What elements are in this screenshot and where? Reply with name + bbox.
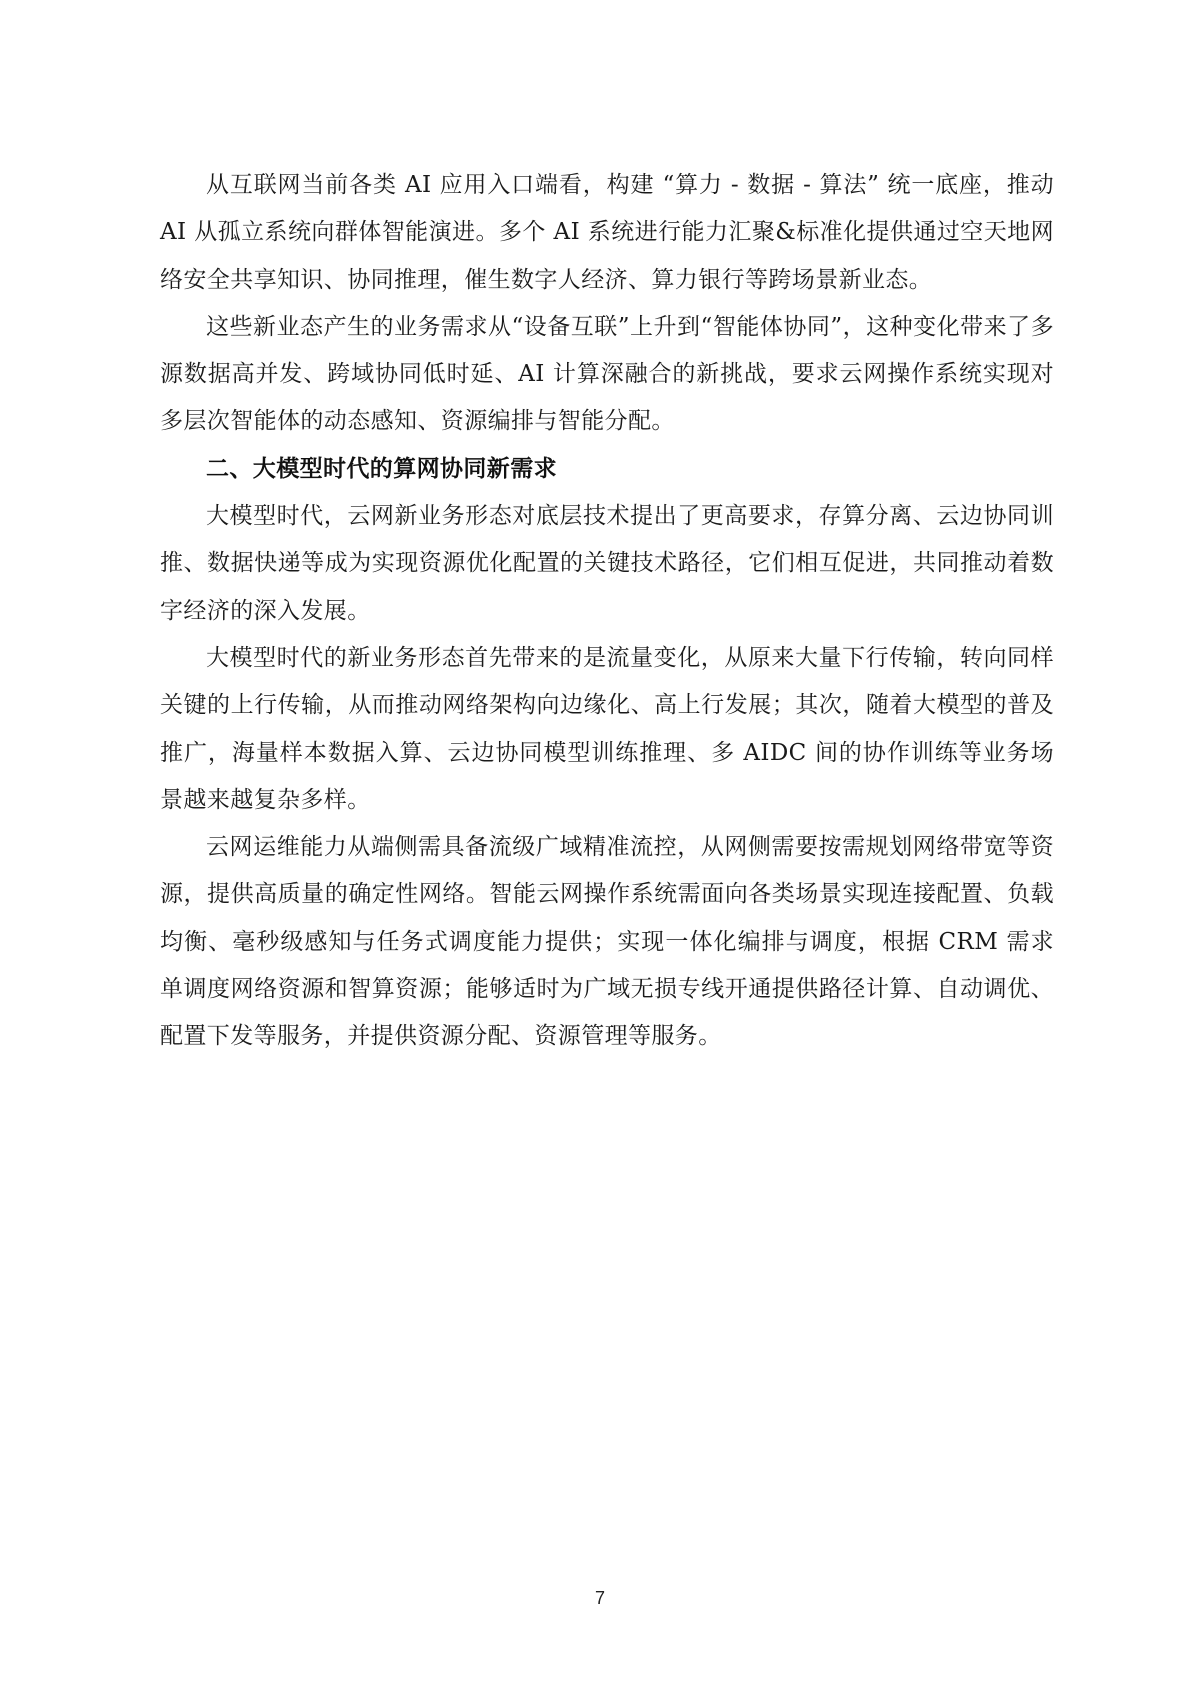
page-number: 7 xyxy=(594,1588,605,1608)
paragraph-new-business-demands: 这些新业态产生的业务需求从“设备互联”上升到“智能体协同”，这种变化带来了多源数据高并发、跨域协同低时延、AI 计算深融合的新挑战，要求云网操作系统实现对多层次智能体的动态感知、资源编排与智能分配。 xyxy=(160,313,1054,435)
paragraph-large-model-era: 大模型时代，云网新业务形态对底层技术提出了更高要求，存算分离、云边协同训推、数据快递等成为实现资源优化配置的关键技术路径，它们相互促进，共同推动着数字经济的深入发展。 xyxy=(160,503,1054,624)
paragraph-traffic-change: 大模型时代的新业务形态首先带来的是流量变化，从原来大量下行传输，转向同样关键的上行传输，从而推动网络架构向边缘化、高上行发展；其次，随着大模型的普及推广，海量样本数据入算、云边协同模型训练推理、多 AIDC 间的协作训练等业务场景越来越复杂多样。 xyxy=(160,644,1054,813)
section-heading: 二、大模型时代的算网协同新需求 xyxy=(206,455,557,482)
paragraph-ai-platform: 从互联网当前各类 AI 应用入口端看，构建 “算力 - 数据 - 算法” 统一底座，推动 AI 从孤立系统向群体智能演进。多个 AI 系统进行能力汇聚&标准化提供通过空天地网络安全共享知识、协同推理，催生数字人经济、算力银行等跨场景新业态。 xyxy=(160,172,1054,293)
page-body xyxy=(160,162,1054,1061)
paragraph-operations-capability: 云网运维能力从端侧需具备流级广域精准流控，从网侧需要按需规划网络带宽等资源，提供高质量的确定性网络。智能云网操作系统需面向各类场景实现连接配置、负载均衡、毫秒级感知与任务式调度能力提供；实现一体化编排与调度，根据 CRM 需求单调度网络资源和智算资源；能够适时为广域无损专线开通提供路径计算、自动调优、配置下发等服务，并提供资源分配、资源管理等服务。 xyxy=(160,834,1054,1050)
